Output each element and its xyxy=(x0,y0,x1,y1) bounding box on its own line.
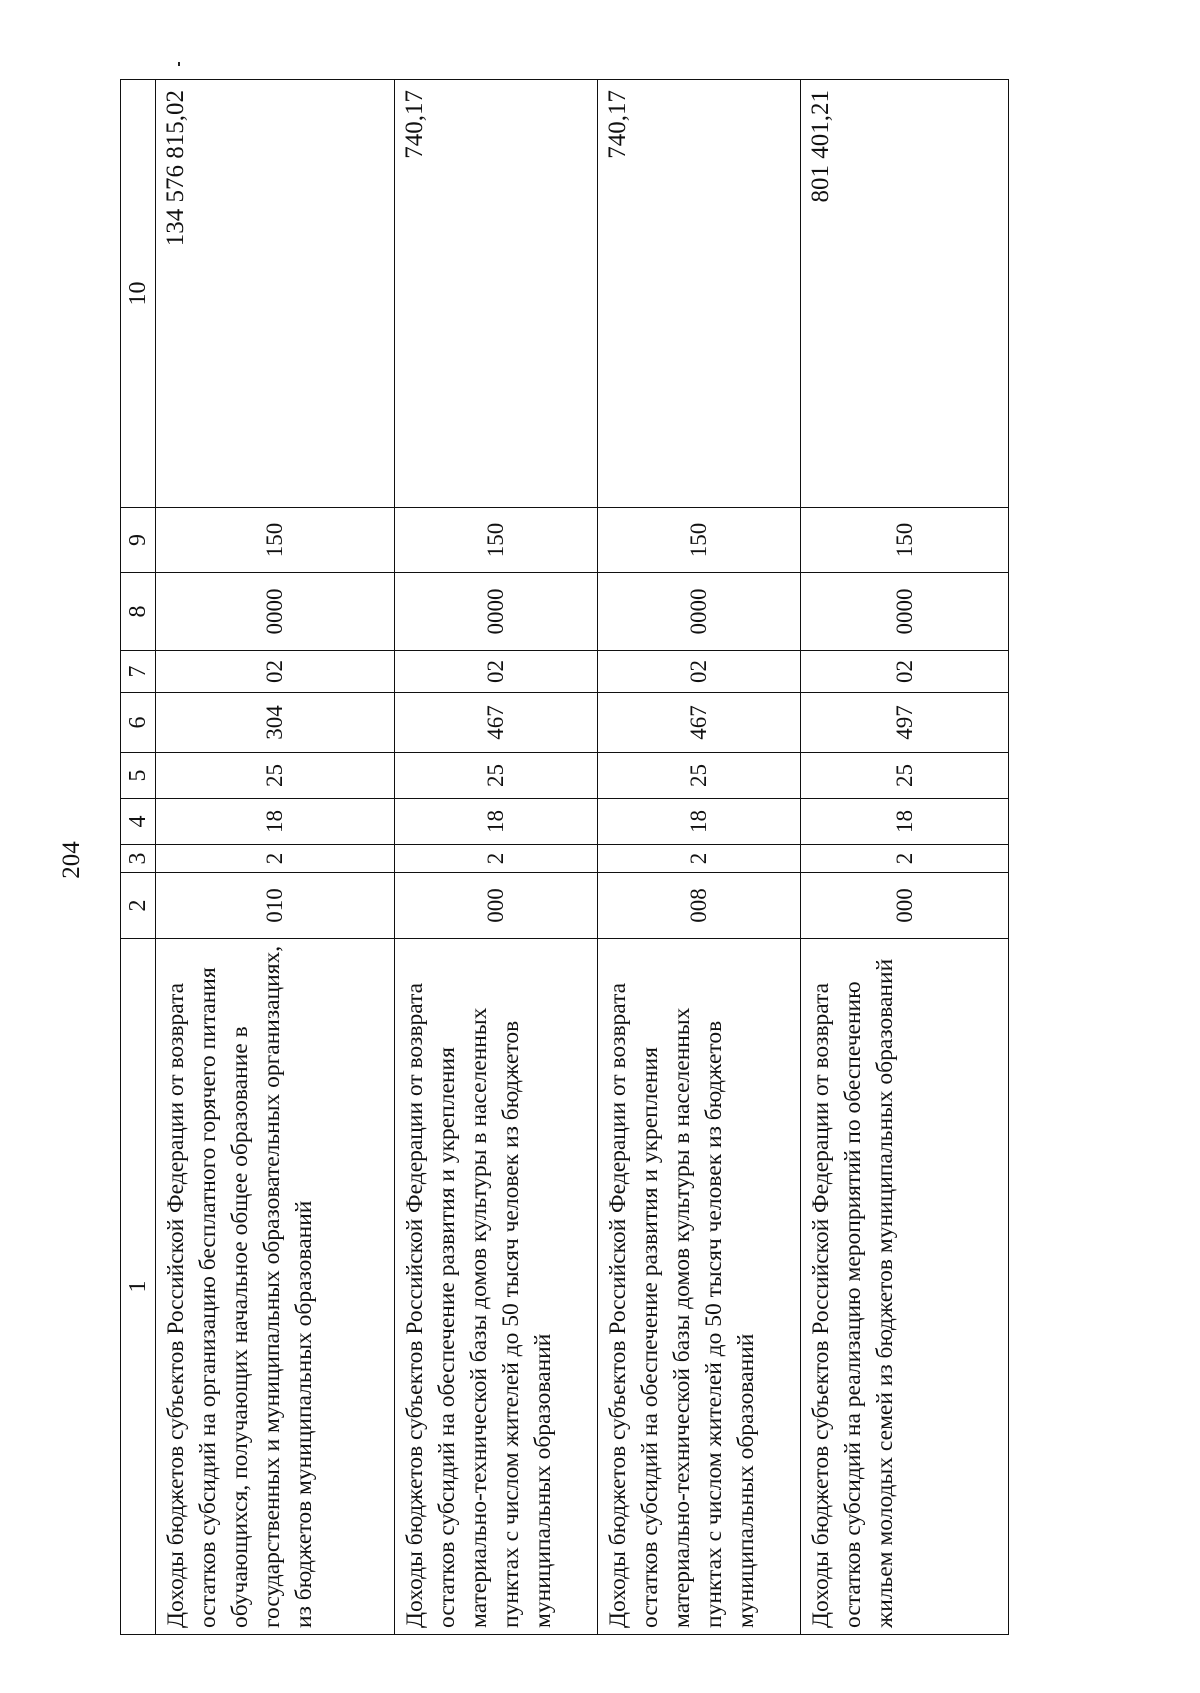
code-program: 0000 xyxy=(801,573,1009,651)
amount-value: 801 401,21 xyxy=(801,80,1009,508)
code-subarticle: 304 xyxy=(156,693,395,753)
code-classification: 150 xyxy=(156,508,395,573)
code-admin: 008 xyxy=(598,873,801,939)
row-description: Доходы бюджетов субъектов Российской Федерации от возврата остатков субсидий на обеспечение развития и укрепления материально-технической базы домов культуры в населенных пунктах с числом жителей до 50 тысяч человек из бюджетов муниципальных образований xyxy=(598,939,801,1635)
row-description: Доходы бюджетов субъектов Российской Федерации от возврата остатков субсидий на реализацию мероприятий по обеспечению жильем молодых семей из бюджетов муниципальных образований xyxy=(801,939,1009,1635)
code-subgroup: 18 xyxy=(598,799,801,845)
code-element: 02 xyxy=(598,651,801,693)
code-program: 0000 xyxy=(156,573,395,651)
code-classification: 150 xyxy=(801,508,1009,573)
code-element: 02 xyxy=(156,651,395,693)
code-program: 0000 xyxy=(598,573,801,651)
column-header-4: 4 xyxy=(121,799,156,845)
column-header-6: 6 xyxy=(121,693,156,753)
code-article: 25 xyxy=(598,753,801,799)
column-header-7: 7 xyxy=(121,651,156,693)
code-subgroup: 18 xyxy=(395,799,598,845)
column-header-2: 2 xyxy=(121,873,156,939)
code-article: 25 xyxy=(801,753,1009,799)
code-subarticle: 467 xyxy=(598,693,801,753)
code-group: 2 xyxy=(156,845,395,873)
table-row xyxy=(801,80,1009,1635)
code-group: 2 xyxy=(801,845,1009,873)
column-header-1: 1 xyxy=(121,939,156,1635)
column-header-9: 9 xyxy=(121,508,156,573)
code-group: 2 xyxy=(598,845,801,873)
table-row xyxy=(395,80,598,1635)
column-header-3: 3 xyxy=(121,845,156,873)
table-row xyxy=(156,80,395,1635)
column-header-8: 8 xyxy=(121,573,156,651)
row-description: Доходы бюджетов субъектов Российской Федерации от возврата остатков субсидий на обеспечение развития и укрепления материально-технической базы домов культуры в населенных пунктах с числом жителей до 50 тысяч человек из бюджетов муниципальных образований xyxy=(395,939,598,1635)
budget-revenue-table xyxy=(120,79,1009,1635)
code-classification: 150 xyxy=(598,508,801,573)
code-admin: 000 xyxy=(395,873,598,939)
row-description: Доходы бюджетов субъектов Российской Федерации от возврата остатков субсидий на организацию бесплатного горячего питания обучающихся, получающих начальное общее образование в государственных и муниципальных образовательных организациях, из бюджетов муниципальных образований xyxy=(156,939,395,1635)
code-program: 0000 xyxy=(395,573,598,651)
code-admin: 010 xyxy=(156,873,395,939)
amount-value: 134 576 815,02 xyxy=(156,80,395,508)
code-article: 25 xyxy=(395,753,598,799)
code-element: 02 xyxy=(801,651,1009,693)
header-row xyxy=(121,80,156,1635)
code-article: 25 xyxy=(156,753,395,799)
code-element: 02 xyxy=(395,651,598,693)
code-classification: 150 xyxy=(395,508,598,573)
scan-speck xyxy=(178,62,180,66)
code-admin: 000 xyxy=(801,873,1009,939)
code-subgroup: 18 xyxy=(801,799,1009,845)
code-group: 2 xyxy=(395,845,598,873)
code-subarticle: 467 xyxy=(395,693,598,753)
page-number: 204 xyxy=(58,841,85,879)
code-subgroup: 18 xyxy=(156,799,395,845)
column-header-5: 5 xyxy=(121,753,156,799)
code-subarticle: 497 xyxy=(801,693,1009,753)
amount-value: 740,17 xyxy=(598,80,801,508)
table-row xyxy=(598,80,801,1635)
column-header-10: 10 xyxy=(121,80,156,508)
amount-value: 740,17 xyxy=(395,80,598,508)
table-container xyxy=(120,80,1007,1635)
